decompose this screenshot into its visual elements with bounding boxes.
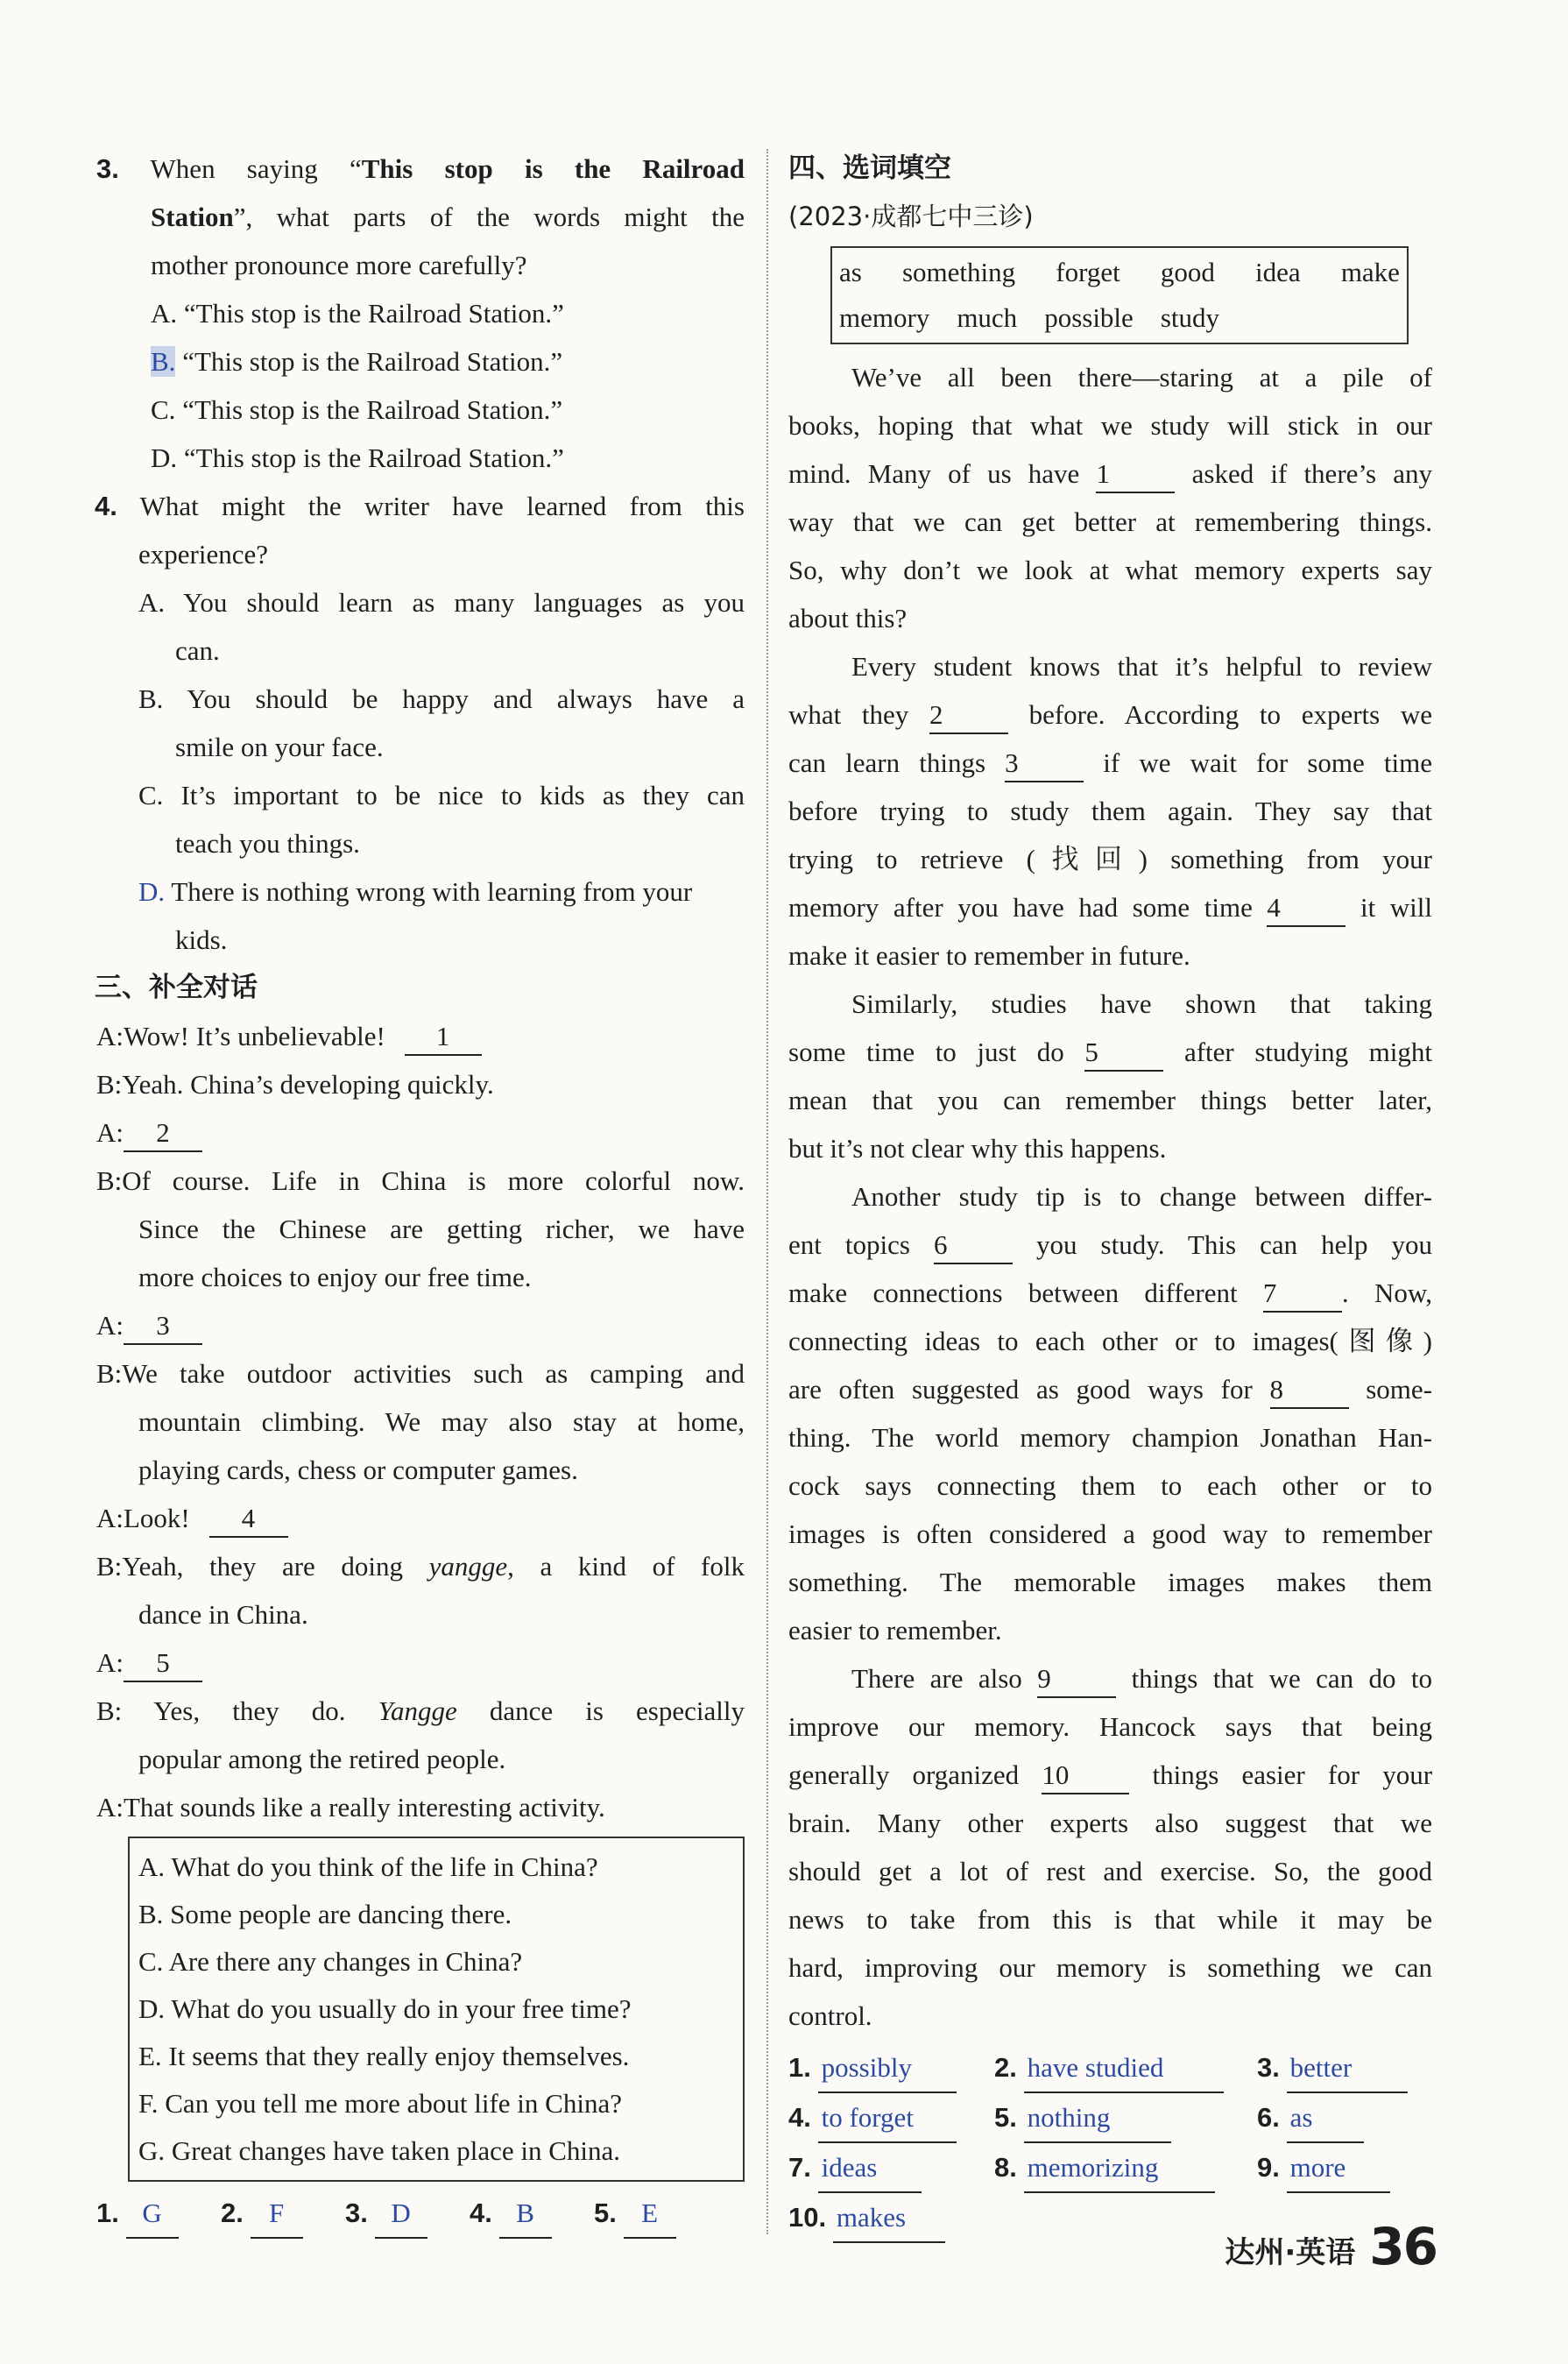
column-divider [766, 149, 768, 2234]
word-bank-row2 [839, 295, 1400, 341]
passage-blank-5[interactable]: 5 [1084, 1035, 1163, 1072]
option-a: A. What do you think of the life in China? [138, 1851, 598, 1882]
q3-option-c[interactable]: C. “This stop is the Railroad Station.” [151, 394, 563, 425]
q4-option-c[interactable]: C. It’s important to be nice to kids as they can [138, 780, 745, 810]
word: memory [839, 302, 930, 333]
blank-3[interactable]: 3 [124, 1308, 202, 1345]
dialog-b5: B: Yes, they do. Yangge dance is especially [96, 1695, 745, 1726]
word: as [839, 257, 862, 287]
passage-blank-7[interactable]: 7 [1263, 1276, 1342, 1313]
q3-line2: Station”, what parts of the words might the [151, 202, 745, 232]
dialog-a6: A:That sounds like a really interesting activity. [96, 1792, 605, 1823]
answer-3[interactable]: D [375, 2189, 427, 2239]
answer-3[interactable]: better [1287, 2043, 1408, 2093]
q4-line2: experience? [138, 539, 268, 570]
passage-blank-10[interactable]: 10 [1042, 1758, 1129, 1794]
option-c: C. Are there any changes in China? [138, 1946, 523, 1977]
dialog-b2: B:Of course. Life in China is more colorful now. [96, 1165, 745, 1196]
answer-2[interactable]: have studied [1024, 2043, 1224, 2093]
answer-5[interactable]: nothing [1024, 2093, 1171, 2143]
answer-4[interactable]: to forget [818, 2093, 957, 2143]
blank-4[interactable]: 4 [209, 1501, 288, 1538]
passage-blank-3[interactable]: 3 [1005, 746, 1084, 782]
passage-blank-6[interactable]: 6 [934, 1228, 1013, 1264]
answer-7[interactable]: ideas [818, 2143, 922, 2193]
option-e: E. It seems that they really enjoy themselves. [138, 2041, 630, 2071]
passage-blank-4[interactable]: 4 [1267, 890, 1346, 927]
blank-2[interactable]: 2 [124, 1115, 202, 1152]
section4-answers: 1. possibly 2. have studied 3. better 4. to forget 5. nothing 6. as 7. ideas 8. memorizing 9. more 10. makes [788, 2043, 1432, 2243]
blank-5[interactable]: 5 [124, 1646, 202, 1682]
footer-title: 达州·英语 [1225, 2235, 1356, 2270]
answer-8[interactable]: memorizing [1024, 2143, 1215, 2193]
dialog-a2: A: 2 [96, 1108, 745, 1157]
option-d: D. What do you usually do in your free time? [138, 1993, 632, 2024]
answer-6[interactable]: as [1287, 2093, 1364, 2143]
q3-option-d[interactable]: D. “This stop is the Railroad Station.” [151, 442, 564, 473]
word: much [957, 302, 1018, 333]
word: possible [1044, 302, 1134, 333]
word: forget [1056, 257, 1120, 287]
dialog-a1: A:Wow! It’s unbelievable! 1 [96, 1012, 745, 1060]
word: something [901, 257, 1016, 287]
dialog-a5: A: 5 [96, 1639, 745, 1687]
option-b: B. Some people are dancing there. [138, 1899, 512, 1929]
q3-number: 3. [96, 153, 119, 184]
dialog-b3: B:We take outdoor activities such as camping and [96, 1358, 745, 1389]
passage-blank-1[interactable]: 1 [1096, 457, 1175, 493]
blank-1[interactable]: 1 [405, 1019, 482, 1056]
q4-line1: 4. What might the writer have learned from this [95, 491, 745, 521]
answer-10[interactable]: makes [833, 2193, 945, 2243]
page-footer [1225, 2217, 1437, 2276]
option-f: F. Can you tell me more about life in China? [138, 2088, 622, 2119]
answer-5[interactable]: E [624, 2189, 676, 2239]
answer-9[interactable]: more [1287, 2143, 1390, 2193]
q3-line1: 3. When saying “This stop is the Railroad [96, 153, 745, 184]
right-column [788, 145, 1432, 2243]
q4-option-a[interactable]: A. You should learn as many languages as you [138, 587, 745, 618]
passage: We’ve all been there—staring at a pile of books, hoping that what we study will stick in our mind. Many of us have 1 asked if there’s any way that we can get better at remembering things. So, why don’t we look at what memory experts say about this? Every student knows that it’s helpful to review what they 2 before. According to experts we can learn things 3 if we wait for some time before trying to study them again. They say that trying to retrieve (找回) something from your memory after you have had some time 4 it will make it easier to remember in future. Similarly, studies have shown that taking some time to just do 5 after studying might mean that you can remember things better later, but it’s not clear why this happens. Another study tip is to change between differ- ent topics 6 you study. This can help you make connections between different 7 . Now, connecting ideas to each other or to images(图像) are often suggested as good ways for 8 some- thing. The world memory champion Jonathan Han- cock says connecting them to each other or to images is often considered a good way to remember something. The memorable images makes them easier to remember. There are also 9 things that we can do to improve our memory. Hancock says that being generally organized 10 things easier for your brain. Many other experts also suggest that we should get a lot of rest and exercise. So, the good news to take from this is that while it may be hard, improving our memory is something we can control. [788, 362, 1433, 2031]
section3-answers: 1. G 2. F 3. D 4. B 5. E [96, 2189, 745, 2239]
section4-title: 四、选词填空 [788, 152, 951, 184]
word-bank-row1 [839, 250, 1400, 295]
q3-option-a[interactable]: A. “This stop is the Railroad Station.” [151, 298, 564, 329]
answer-1[interactable]: possibly [818, 2043, 957, 2093]
word: idea [1255, 257, 1301, 287]
answer-2[interactable]: F [251, 2189, 303, 2239]
left-column: 3. When saying “This stop is the Railroad Station”, what parts of the words might the mother pronounce more carefully? A. “This stop is the Railroad Station.” B. “This stop is the Railroad Station.” C. “This stop is the Railroad Station.” D. “This stop is the Railroad Station.” 4. What might the writer have learned from this experience? A. You should learn as many languages as you can. B. You should be happy and always have a smile on your face. C. It’s important to be nice to kids as they can teach you things. D. There is nothing wrong with learning from your kids. 三、补全对话 A:Wow! It’s unbelievable! 1 B:Yeah. China’s developing quickly. A: 2 B:Of course. Life in China is more colorful now. Since the Chinese are getting richer, we have more choices to enjoy our free time. A: 3 B:We take outdoor activities such as camping and mountain climbing. We may also stay at home, playing cards, chess or computer games. A:Look! 4 B:Yeah, they are doing yangge, a kind of folk dance in China. A: 5 B: Yes, they do. Yangge dance is especially popular among the retired people. A:That sounds like a really interesting activity. A. What do you think of the life in China? B. Some people are dancing there. C. Are there any changes in China? D. What do you usually do in your free time? E. It seems that they really enjoy themselves. F. Can you tell me more about life in China? G. Great changes have taken place in China. 1. G 2. F 3. D 4. B 5. E [96, 145, 745, 2239]
section4-source: (2023·成都七中三诊) [788, 202, 1034, 231]
passage-blank-8[interactable]: 8 [1270, 1372, 1349, 1409]
word-bank [830, 246, 1409, 344]
q3-line3: mother pronounce more carefully? [151, 250, 527, 280]
dialog-b1: B:Yeah. China’s developing quickly. [96, 1069, 494, 1100]
section3-title: 三、补全对话 [95, 972, 258, 1003]
option-g: G. Great changes have taken place in China. [138, 2135, 621, 2166]
dialog-a3: A: 3 [96, 1301, 745, 1349]
q4-number: 4. [95, 491, 117, 521]
passage-blank-2[interactable]: 2 [929, 697, 1008, 734]
answer-1[interactable]: G [126, 2189, 179, 2239]
answer-highlight: B. [151, 346, 176, 377]
q3-bold-phrase: This stop is the Railroad [361, 153, 745, 184]
dialog-options-box [128, 1837, 745, 2182]
q4-option-b[interactable]: B. You should be happy and always have a [138, 683, 745, 714]
q3-option-b[interactable]: B. “This stop is the Railroad Station.” [151, 346, 563, 377]
dialog-a4: A:Look! 4 [96, 1494, 745, 1542]
dialog-b4: B:Yeah, they are doing yangge, a kind of folk [96, 1551, 745, 1582]
answer-4[interactable]: B [499, 2189, 552, 2239]
word: make [1340, 257, 1400, 287]
q4-option-d[interactable]: D. There is nothing wrong with learning from your [138, 876, 693, 907]
word: good [1160, 257, 1215, 287]
passage-blank-9[interactable]: 9 [1037, 1661, 1116, 1698]
answer-highlight: D. [138, 876, 166, 907]
page-number: 36 [1369, 2217, 1437, 2276]
word: study [1160, 302, 1219, 333]
